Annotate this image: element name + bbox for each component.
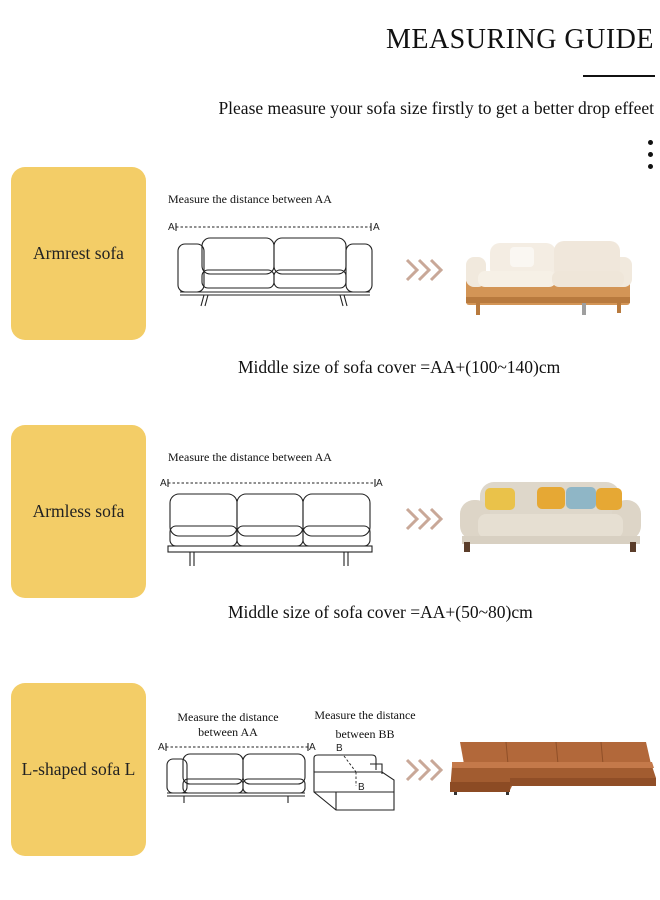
measure-note-line: Measure the distance [314, 708, 416, 722]
formula-armless: Middle size of sofa cover =AA+(50~80)cm [228, 602, 533, 622]
armrest-sofa-diagram [168, 216, 388, 312]
measure-note-bb [300, 708, 430, 742]
point-a-label: A [160, 478, 167, 489]
armless-sofa-photo [458, 478, 643, 556]
measure-note-line: Measure the distance [177, 710, 279, 724]
label-armrest-sofa: Armrest sofa [11, 167, 146, 340]
page-subtitle: Please measure your sofa size firstly to get a better drop effeet [218, 98, 654, 118]
measure-note-line: between AA [198, 725, 258, 739]
measure-note: Measure the distance between AA [168, 192, 332, 206]
armrest-sofa-photo [462, 235, 637, 317]
point-a-label: A [168, 222, 175, 233]
point-a-label: A [309, 742, 316, 753]
triple-chevron-right-icon [405, 758, 445, 782]
l-sofa-main-diagram [158, 739, 318, 809]
point-a-label: A [376, 478, 383, 489]
label-armless-sofa: Armless sofa [11, 425, 146, 598]
measure-note-line: between BB [335, 727, 395, 741]
l-sofa-chaise-diagram [312, 740, 402, 816]
measure-note [164, 710, 292, 740]
title-underline [583, 75, 655, 77]
triple-chevron-right-icon [405, 258, 445, 282]
page-title: MEASURING GUIDE [385, 24, 654, 55]
triple-chevron-right-icon [405, 507, 445, 531]
point-b-label: B [358, 782, 365, 793]
formula-armrest: Middle size of sofa cover =AA+(100~140)cm [238, 357, 561, 377]
point-a-label: A [158, 742, 165, 753]
point-b-label: B [336, 743, 343, 754]
armless-sofa-diagram [160, 474, 385, 570]
more-vertical-icon[interactable] [645, 140, 655, 176]
label-l-shaped-sofa: L-shaped sofa L [11, 683, 146, 856]
measure-note: Measure the distance between AA [168, 450, 332, 464]
l-shaped-sofa-photo [446, 738, 658, 796]
point-a-label: A [373, 222, 380, 233]
